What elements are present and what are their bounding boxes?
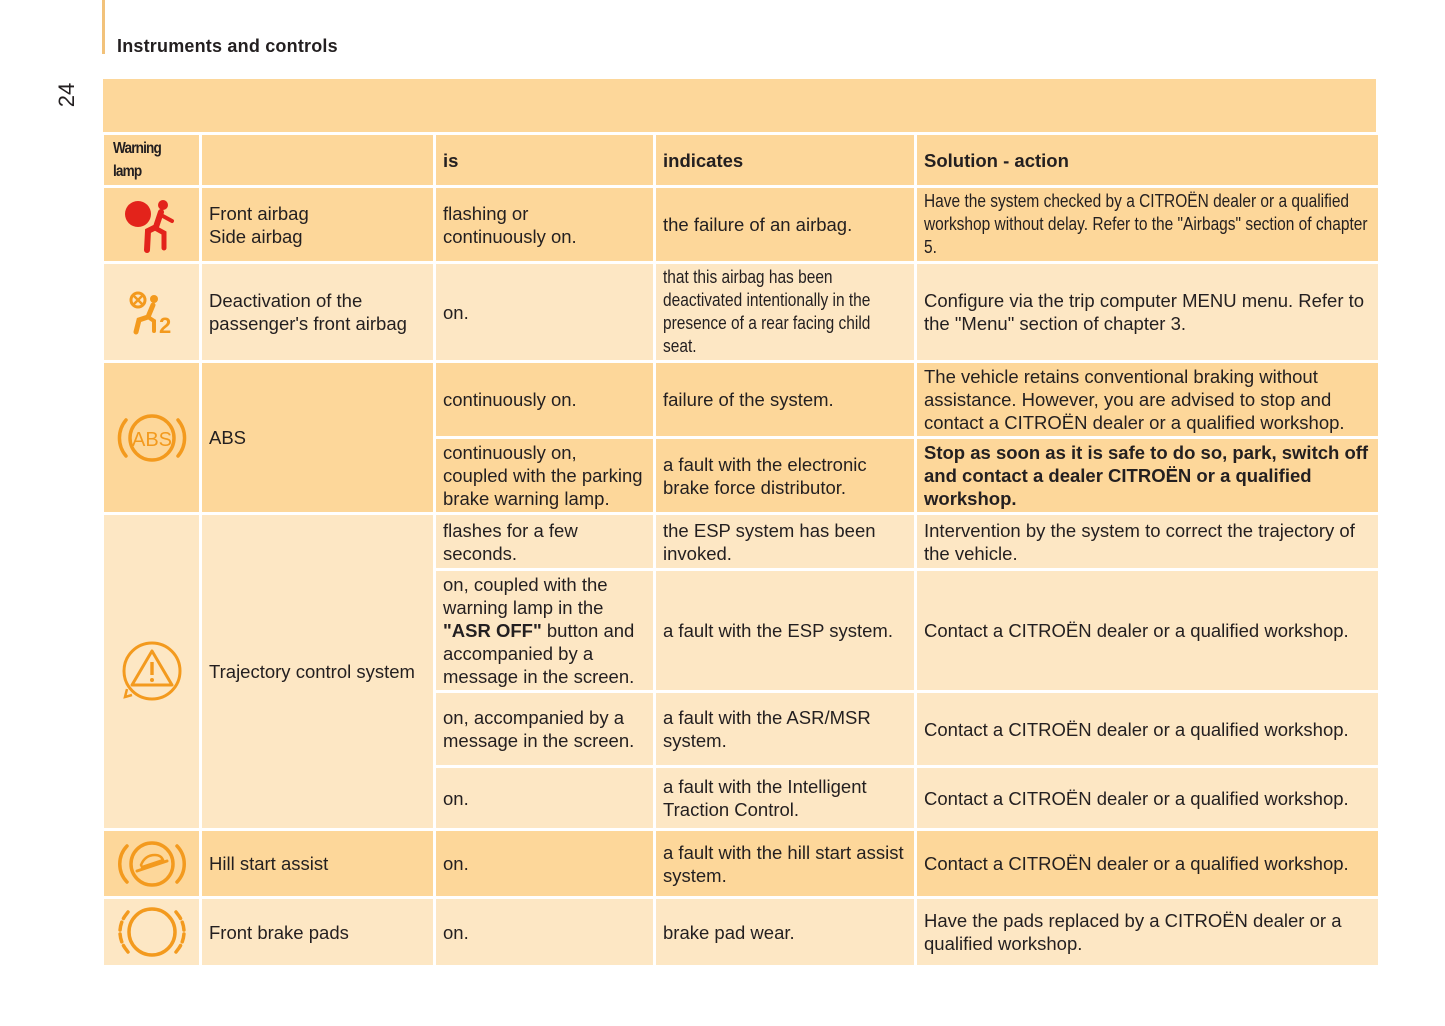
- trajectory-3-indicates: a fault with the ASR/MSR system.: [656, 693, 914, 765]
- trajectory-2-is: on, coupled with the warning lamp in the "ASR OFF" button and accompanied by a message in the screen.: [436, 571, 653, 690]
- trajectory-warning-icon: [117, 640, 187, 704]
- passenger-airbag-solution: Configure via the trip computer MENU menu. Refer to the "Menu" section of chapter 3.: [917, 264, 1378, 360]
- header-is: is: [436, 135, 653, 185]
- table-header-row: [104, 135, 1378, 185]
- trajectory-1-indicates: the ESP system has been invoked.: [656, 515, 914, 568]
- table-top-band: [103, 79, 1376, 132]
- passenger-airbag-icon-cell: [104, 264, 199, 360]
- hill-start-icon-cell: [104, 831, 199, 896]
- trajectory-1-is: flashes for a few seconds.: [436, 515, 653, 568]
- brake-pads-icon: [115, 902, 189, 962]
- hill-start-is: on.: [436, 831, 653, 896]
- svg-text:ABS: ABS: [131, 428, 172, 451]
- trajectory-3-is: on, accompanied by a message in the screen.: [436, 693, 653, 765]
- abs-1-indicates: failure of the system.: [656, 363, 914, 436]
- trajectory-2-solution: Contact a CITROËN dealer or a qualified workshop.: [917, 571, 1378, 690]
- abs-1-is: continuously on.: [436, 363, 653, 436]
- warning-lamp-table: [101, 132, 1381, 968]
- passenger-airbag-is: on.: [436, 264, 653, 360]
- trajectory-1-solution: Intervention by the system to correct the trajectory of the vehicle.: [917, 515, 1378, 568]
- table-row-hill-start: [104, 831, 1378, 896]
- airbag-solution: Have the system checked by a CITROËN dealer or a qualified workshop without delay. Refer to the "Airbags" section of chapter 5.: [917, 188, 1378, 261]
- passenger-airbag-lamp-name: Deactivation of the passenger's front airbag: [202, 264, 433, 360]
- airbag-icon: [120, 195, 184, 255]
- passenger-airbag-indicates: that this airbag has been deactivated intentionally in the presence of a rear facing child seat.: [656, 264, 914, 360]
- brake-pads-icon-cell: [104, 899, 199, 965]
- airbag-icon-cell: [104, 188, 199, 261]
- header-lamp-name: [202, 135, 433, 185]
- hill-start-assist-icon: [115, 835, 189, 893]
- abs-2-is: continuously on, coupled with the parking brake warning lamp.: [436, 439, 653, 512]
- header-indicates: indicates: [656, 135, 914, 185]
- hill-start-lamp-name: Hill start assist: [202, 831, 433, 896]
- table-row-airbag: [104, 188, 1378, 261]
- trajectory-lamp-name: Trajectory control system: [202, 515, 433, 828]
- section-title: Instruments and controls: [117, 36, 338, 56]
- trajectory-4-indicates: a fault with the Intelligent Traction Control.: [656, 768, 914, 828]
- airbag-indicates: the failure of an airbag.: [656, 188, 914, 261]
- trajectory-4-is: on.: [436, 768, 653, 828]
- page-number: 24: [54, 82, 79, 108]
- abs-icon: [115, 407, 189, 469]
- trajectory-icon-cell: [104, 515, 199, 828]
- svg-text:2: 2: [158, 313, 171, 337]
- abs-icon-cell: [104, 363, 199, 512]
- hill-start-indicates: a fault with the hill start assist system.: [656, 831, 914, 896]
- header-warning-lamp: Warning lamp: [104, 135, 199, 185]
- section-marker-bar: [102, 0, 105, 54]
- table-row-passenger-airbag: [104, 264, 1378, 360]
- airbag-is: flashing or continuously on.: [436, 188, 653, 261]
- table-row-abs-1: [104, 363, 1378, 436]
- abs-2-solution: Stop as soon as it is safe to do so, park, switch off and contact a dealer CITROËN or a qualified workshop.: [917, 439, 1378, 512]
- header-solution: Solution - action: [917, 135, 1378, 185]
- abs-2-indicates: a fault with the electronic brake force distributor.: [656, 439, 914, 512]
- brake-pads-lamp-name: Front brake pads: [202, 899, 433, 965]
- abs-1-solution: The vehicle retains conventional braking without assistance. However, you are advised to stop and contact a CITROËN dealer or a qualified workshop.: [917, 363, 1378, 436]
- hill-start-solution: Contact a CITROËN dealer or a qualified workshop.: [917, 831, 1378, 896]
- abs-lamp-name: ABS: [202, 363, 433, 512]
- trajectory-3-solution: Contact a CITROËN dealer or a qualified workshop.: [917, 693, 1378, 765]
- passenger-airbag-off-icon: [124, 287, 180, 337]
- table-row-trajectory-1: [104, 515, 1378, 568]
- brake-pads-solution: Have the pads replaced by a CITROËN dealer or a qualified workshop.: [917, 899, 1378, 965]
- brake-pads-is: on.: [436, 899, 653, 965]
- trajectory-4-solution: Contact a CITROËN dealer or a qualified workshop.: [917, 768, 1378, 828]
- airbag-lamp-name: Front airbag Side airbag: [202, 188, 433, 261]
- brake-pads-indicates: brake pad wear.: [656, 899, 914, 965]
- trajectory-2-indicates: a fault with the ESP system.: [656, 571, 914, 690]
- table-row-brake-pads: [104, 899, 1378, 965]
